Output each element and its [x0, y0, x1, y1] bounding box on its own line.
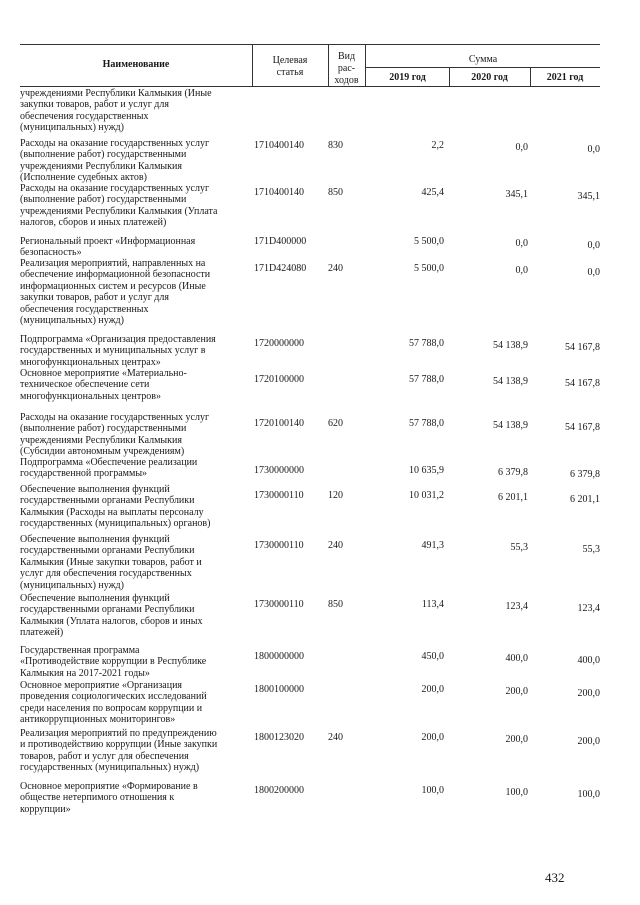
row-name-line: Реализация мероприятий, направленных на [20, 258, 206, 269]
row-sum-2020: 54 138,9 [493, 376, 528, 387]
row-name-line: антикоррупционных мониторингов» [20, 714, 176, 726]
row-name-line: государственных и муниципальных услуг в [20, 345, 206, 357]
row-sum-2020: 54 138,9 [493, 420, 528, 431]
row-name-line: Калмыкия на 2017-2021 годы» [20, 667, 150, 679]
row-name-line: государственных (муниципальных) нужд) [20, 762, 200, 774]
header-bottom-rule [20, 86, 600, 87]
row-name-line: платежей) [20, 627, 64, 639]
header-vid-3: ходов [334, 75, 359, 86]
header-name: Наименование [102, 59, 170, 70]
row-name-line: Расходы на оказание государственных услуг [20, 183, 210, 194]
row-name [20, 534, 258, 591]
row-name-line: Основное мероприятие «Формирование в [20, 781, 198, 792]
row-name-line: и противодействию коррупции (Иные закупки [20, 739, 218, 751]
row-name-line: Калмыкия (Иные закупки товаров, работ и [20, 556, 202, 568]
row-name-line: товаров, работ и услуг для обеспечения [20, 750, 189, 762]
row-name-line: (выполнение работ) государственными [20, 149, 187, 161]
row-vid: 850 [328, 599, 343, 610]
row-sum-2019: 10 635,9 [409, 465, 444, 476]
row-name-line: Обеспечение выполнения функций [20, 593, 170, 604]
row-code: 171D424080 [254, 263, 307, 274]
row-sum-2019: 491,3 [421, 540, 444, 551]
row-vid: 120 [328, 490, 343, 501]
row-name-line: Расходы на оказание государственных услуг [20, 412, 210, 423]
row-vid: 620 [328, 418, 343, 429]
header-code-1: Целевая [272, 55, 308, 66]
row-sum-2019: 113,4 [421, 599, 444, 610]
header-2021: 2021 год [546, 72, 584, 83]
row-sum-2020: 0,0 [515, 142, 528, 153]
header-sum: Сумма [468, 54, 498, 65]
header-vid-1: Вид [337, 51, 356, 62]
row-name-line: среди населения по вопросам коррупции и [20, 702, 203, 714]
row-sum-2020: 6 201,1 [498, 492, 528, 503]
row-name-line: Государственная программа [20, 645, 140, 656]
row-name-line: Подпрограмма «Организация предоставления [20, 334, 216, 345]
row-name-line: (муниципальных) нужд) [20, 122, 124, 134]
row-name-line: Калмыкия (Расходы на выплаты персоналу [20, 506, 204, 518]
row-name-line: Калмыкия (Уплата налогов, сборов и иных [20, 615, 203, 627]
header-vid-2: рас- [337, 63, 356, 74]
row-sum-2019: 5 500,0 [414, 236, 444, 247]
row-sum-2021: 200,0 [577, 688, 600, 699]
row-code: 1730000110 [254, 540, 304, 551]
header-top-rule [20, 44, 600, 45]
row-name [20, 728, 258, 774]
row-code: 1800100000 [254, 684, 304, 695]
row-name-line: (выполнение работ) государственными [20, 194, 187, 206]
row-code: 1800200000 [254, 785, 304, 796]
row-name-line: (муниципальных) нужд) [20, 315, 124, 327]
row-name-line: Реализация мероприятий по предупреждению [20, 728, 217, 739]
row-name-line: Основное мероприятие «Организация [20, 680, 183, 691]
row-sum-2021: 0,0 [587, 240, 600, 251]
row-vid: 240 [328, 540, 343, 551]
row-name [20, 484, 258, 530]
row-sum-2021: 6 379,8 [570, 469, 600, 480]
row-sum-2021: 54 167,8 [565, 378, 600, 389]
row-code: 1730000110 [254, 490, 304, 501]
row-sum-2020: 0,0 [515, 238, 528, 249]
row-sum-2020: 345,1 [505, 189, 528, 200]
row-vid: 240 [328, 263, 343, 274]
row-sum-2021: 100,0 [577, 789, 600, 800]
row-name-line: услуг для обеспечения государственных [20, 568, 192, 580]
row-sum-2019: 57 788,0 [409, 338, 444, 349]
row-sum-2020: 100,0 [505, 787, 528, 798]
row-sum-2020: 54 138,9 [493, 340, 528, 351]
row-sum-2021: 6 201,1 [570, 494, 600, 505]
row-name-line: государственной программы» [20, 468, 148, 480]
row-sum-2020: 6 379,8 [498, 467, 528, 478]
row-name-line: техническое обеспечение сети [20, 379, 150, 391]
row-name-line: обществе нетерпимого отношения к [20, 792, 175, 804]
row-sum-2019: 450,0 [421, 651, 444, 662]
row-name-line: безопасность» [20, 247, 82, 259]
row-code: 1720100140 [254, 418, 304, 429]
row-name-line: Региональный проект «Информационная [20, 236, 196, 247]
sum-subheader-rule [366, 67, 600, 68]
row-name [20, 138, 258, 184]
row-name-line: (Субсидии автономным учреждениям) [20, 446, 185, 458]
row-name [20, 334, 258, 368]
row-name [20, 457, 258, 480]
row-name-line: закупки товаров, работ и услуг для [20, 292, 169, 304]
row-name [20, 412, 258, 458]
row-name [20, 781, 258, 815]
row-sum-2019: 425,4 [421, 187, 444, 198]
row-vid: 240 [328, 732, 343, 743]
row-sum-2021: 200,0 [577, 736, 600, 747]
row-name-line: многофункциональных центров» [20, 390, 162, 402]
row-name-line: Основное мероприятие «Материально- [20, 368, 187, 379]
row-name-line: обеспечение информационной безопасности [20, 269, 211, 281]
row-name [20, 88, 258, 134]
row-name-line: проведения социологических исследований [20, 691, 207, 703]
row-code: 171D400000 [254, 236, 307, 247]
row-name-line: учреждениями Республики Калмыкия [20, 434, 182, 446]
row-name [20, 236, 258, 259]
row-sum-2019: 10 031,2 [409, 490, 444, 501]
row-name-line: Расходы на оказание государственных услуг [20, 138, 210, 149]
row-sum-2020: 200,0 [505, 734, 528, 745]
row-sum-2020: 400,0 [505, 653, 528, 664]
row-name-line: учреждениями Республики Калмыкия [20, 160, 182, 172]
row-name-line: государственными органами Республики [20, 545, 195, 557]
row-sum-2020: 123,4 [505, 601, 528, 612]
header-code-2: статья [276, 67, 304, 78]
header-2019: 2019 год [389, 72, 426, 83]
row-name-line: налогов, сборов и иных платежей) [20, 217, 167, 229]
row-sum-2021: 0,0 [587, 267, 600, 278]
row-name-line: «Противодействие коррупции в Республике [20, 656, 207, 668]
row-code: 1800123020 [254, 732, 304, 743]
row-sum-2019: 100,0 [421, 785, 444, 796]
row-sum-2021: 54 167,8 [565, 342, 600, 353]
row-code: 1710400140 [254, 140, 304, 151]
row-name-line: учреждениями Республики Калмыкия (Уплата [20, 205, 218, 217]
row-name-line: государственными органами Республики [20, 604, 195, 616]
row-sum-2021: 54 167,8 [565, 422, 600, 433]
row-name [20, 258, 258, 326]
row-name-line: многофункциональных центрах» [20, 356, 161, 368]
row-sum-2019: 2,2 [431, 140, 444, 151]
row-name-line: информационных систем и ресурсов (Иные [20, 280, 206, 292]
row-sum-2019: 200,0 [421, 684, 444, 695]
row-sum-2019: 200,0 [421, 732, 444, 743]
row-sum-2019: 57 788,0 [409, 374, 444, 385]
row-name-line: Обеспечение выполнения функций [20, 534, 170, 545]
row-sum-2020: 200,0 [505, 686, 528, 697]
row-sum-2019: 5 500,0 [414, 263, 444, 274]
page-number: 432 [545, 870, 565, 885]
row-name-line: (муниципальных) нужд) [20, 579, 124, 591]
header-2020: 2020 год [471, 72, 508, 83]
row-name-line: (выполнение работ) государственными [20, 423, 187, 435]
row-sum-2021: 55,3 [582, 544, 600, 555]
row-code: 1800000000 [254, 651, 304, 662]
row-name-line: государственными органами Республики [20, 495, 195, 507]
row-code: 1730000000 [254, 465, 304, 476]
row-sum-2021: 0,0 [587, 144, 600, 155]
row-vid: 850 [328, 187, 343, 198]
row-name-line: Подпрограмма «Обеспечение реализации [20, 457, 198, 468]
row-vid: 830 [328, 140, 343, 151]
row-name-line: учреждениями Республики Калмыкия (Иные [20, 88, 212, 99]
row-sum-2020: 0,0 [515, 265, 528, 276]
row-name-line: закупки товаров, работ и услуг для [20, 99, 169, 111]
row-code: 1720000000 [254, 338, 304, 349]
row-code: 1710400140 [254, 187, 304, 198]
row-code: 1730000110 [254, 599, 304, 610]
row-sum-2021: 123,4 [577, 603, 600, 614]
row-sum-2019: 57 788,0 [409, 418, 444, 429]
row-name-line: обеспечения государственных [20, 303, 149, 315]
row-name-line: коррупции» [20, 803, 71, 815]
row-name [20, 183, 258, 229]
row-name-line: государственных (муниципальных) органов) [20, 518, 211, 530]
row-name-line: обеспечения государственных [20, 110, 149, 122]
row-name [20, 593, 258, 639]
row-sum-2021: 400,0 [577, 655, 600, 666]
row-name [20, 680, 258, 726]
row-name [20, 368, 258, 402]
row-sum-2021: 345,1 [577, 191, 600, 202]
row-name-line: Обеспечение выполнения функций [20, 484, 170, 495]
row-code: 1720100000 [254, 374, 304, 385]
row-sum-2020: 55,3 [510, 542, 528, 553]
row-name-line: (Исполнение судебных актов) [20, 172, 147, 184]
row-name [20, 645, 258, 679]
